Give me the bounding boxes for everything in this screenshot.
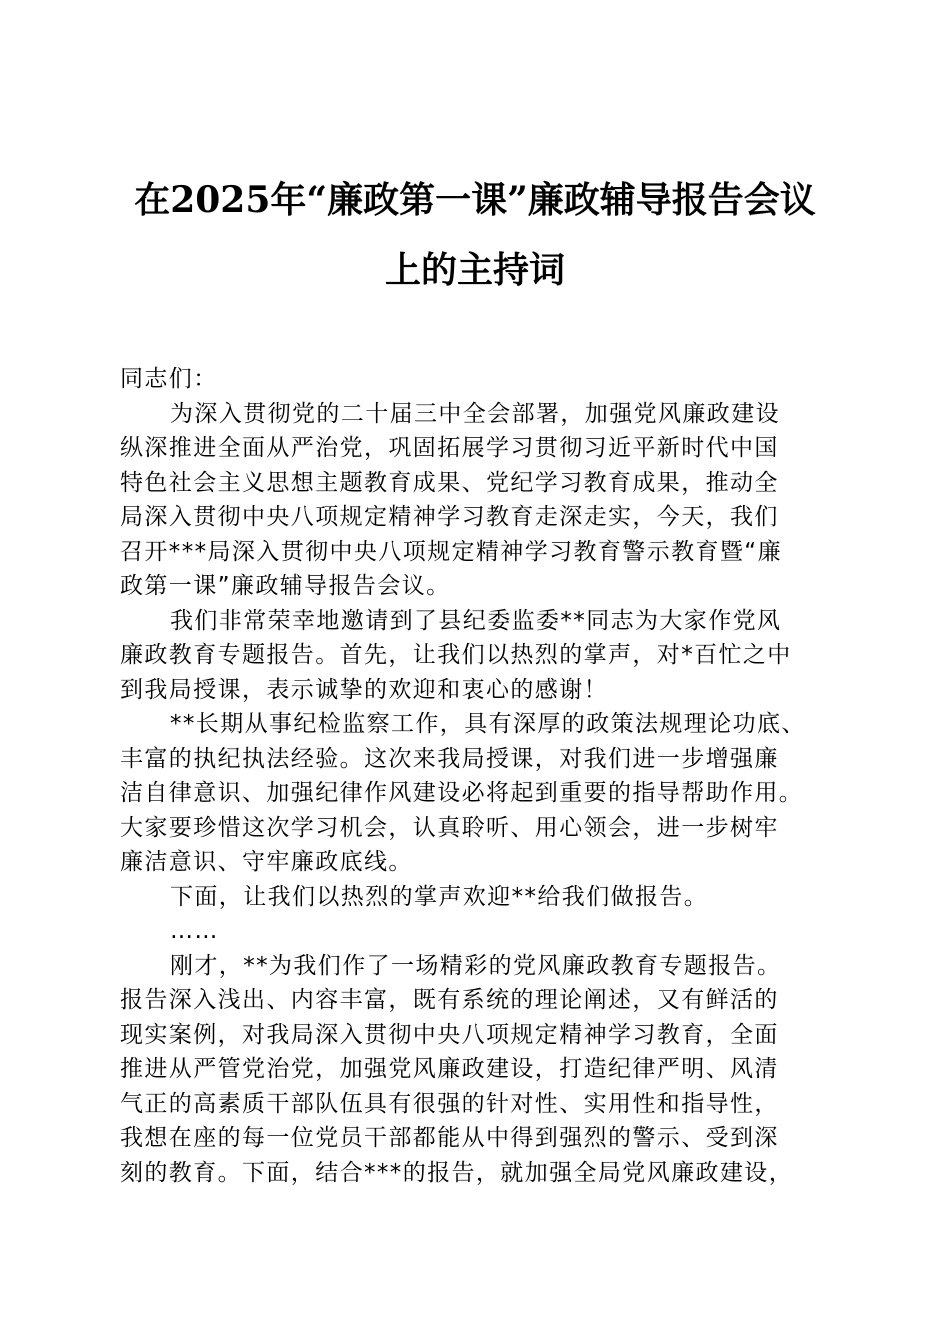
body-line: 气正的高素质干部队伍具有很强的针对性、实用性和指导性， [120, 1090, 779, 1117]
body-line: 刚才，**为我们作了一场精彩的党风廉政教育专题报告。 [170, 952, 782, 979]
body-line: …… [170, 918, 219, 944]
body-line: 纵深推进全面从严治党，巩固拓展学习贯彻习近平新时代中国 [120, 435, 779, 461]
document-title-line-1: 在2025年“廉政第一课”廉政辅导报告会议 [134, 179, 816, 221]
document-body [120, 362, 832, 1190]
body-line: 为深入贯彻党的二十届三中全会部署，加强党风廉政建设 [170, 400, 780, 427]
body-line: 丰富的执纪执法经验。这次来我局授课，对我们进一步增强廉 [120, 745, 779, 772]
body-line: 召开***局深入贯彻中央八项规定精神学习教育警示教育暨“廉 [120, 538, 783, 565]
body-line: 刻的教育。下面，结合***的报告，就加强全局党风廉政建设， [120, 1159, 794, 1186]
body-line: 廉洁意识、守牢廉政底线。 [120, 849, 413, 875]
body-line: 报告深入浅出、内容丰富，既有系统的理论阐述，又有鲜活的 [120, 987, 779, 1013]
body-line: 特色社会主义思想主题教育成果、党纪学习教育成果，推动全 [120, 469, 779, 496]
body-line: 大家要珍惜这次学习机会，认真聆听、用心领会，进一步树牢 [120, 814, 779, 841]
body-line: 推进从严管党治党，加强党风廉政建设，打造纪律严明、风清 [120, 1056, 779, 1082]
body-line: **长期从事纪检监察工作，具有深厚的政策法规理论功底、 [170, 711, 806, 737]
body-line: 到我局授课，表示诚挚的欢迎和衷心的感谢！ [120, 676, 608, 703]
document-title-line-2: 上的主持词 [384, 249, 565, 291]
body-line: 现实案例，对我局深入贯彻中央八项规定精神学习教育，全面 [120, 1021, 779, 1048]
body-line: 我们非常荣幸地邀请到了县纪委监委**同志为大家作党风 [170, 607, 782, 634]
body-line: 局深入贯彻中央八项规定精神学习教育走深走实，今天，我们 [120, 504, 779, 530]
body-line: 政第一课”廉政辅导报告会议。 [120, 573, 451, 599]
body-line: 廉政教育专题报告。首先，让我们以热烈的掌声，对*百忙之中 [120, 642, 792, 668]
body-line: 洁自律意识、加强纪律作风建设必将起到重要的指导帮助作用。 [120, 780, 804, 806]
body-line: 同志们： [120, 366, 218, 392]
body-line: 下面，让我们以热烈的掌声欢迎**给我们做报告。 [170, 883, 709, 910]
body-line: 我想在座的每一位党员干部都能从中得到强烈的警示、受到深 [120, 1125, 779, 1151]
